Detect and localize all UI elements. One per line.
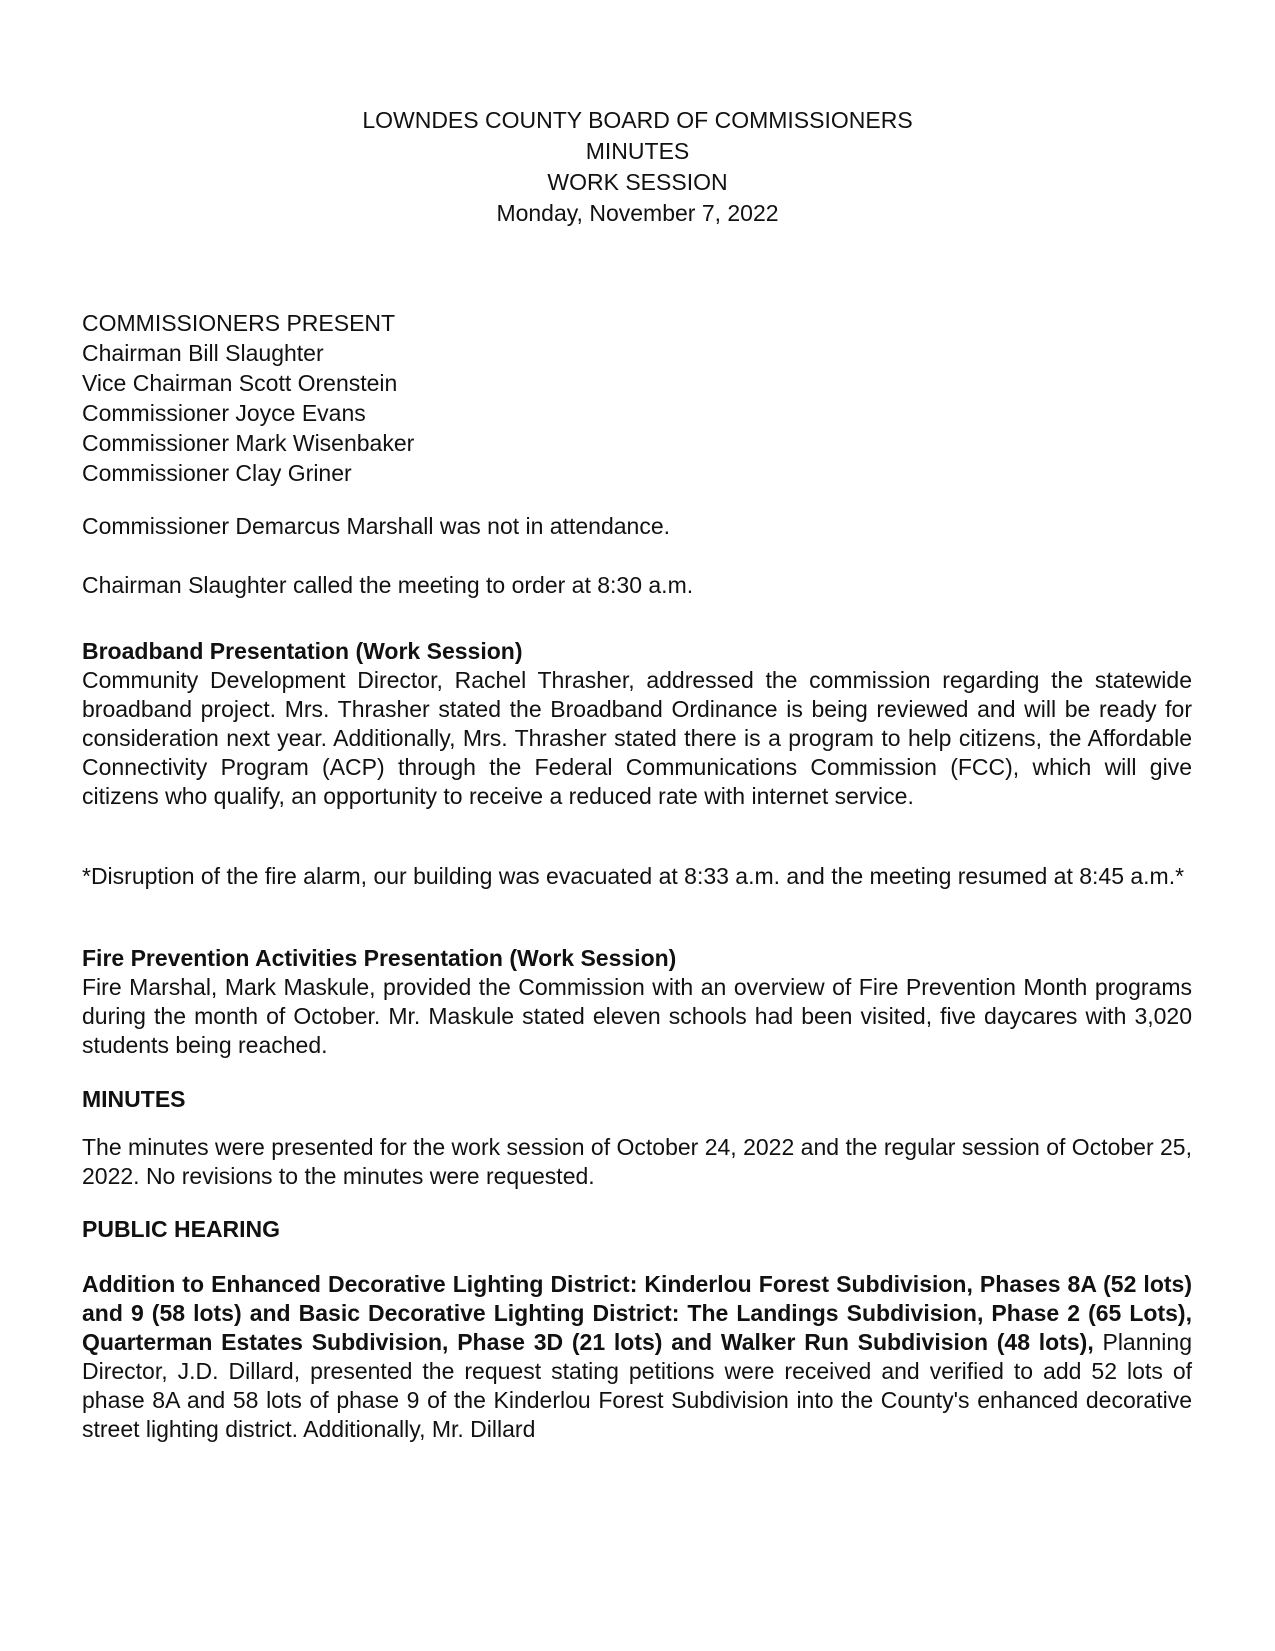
header-date: Monday, November 7, 2022 — [496, 200, 779, 226]
minutes-body: The minutes were presented for the work session of October 24, 2022 and the regular session of October 25, 2022. No revisions to the minutes were requested. — [82, 1134, 1192, 1189]
section-heading: Broadband Presentation (Work Session) — [82, 638, 523, 664]
minutes-heading: MINUTES — [82, 1086, 186, 1112]
commissioner-name: Chairman Bill Slaughter — [82, 340, 324, 366]
hearing-item-title: Addition to Enhanced Decorative Lighting District: Kinderlou Forest Subdivision, Phases 8A (52 lots) and 9 (58 lots) and Basic Decorative Lighting District: The Landings Subdivision, Phase 2 (65 Lots), Quarterman Estates Subdivision, Phase 3D (21 lots) and Walker Run Subdivision (48 lots), — [82, 1271, 1192, 1355]
public-hearing-item — [82, 1270, 1192, 1444]
absent-note: Commissioner Demarcus Marshall was not in attendance. — [82, 513, 671, 539]
commissioner-name: Commissioner Clay Griner — [82, 460, 352, 486]
section-body: Community Development Director, Rachel Thrasher, addressed the commission regarding the statewide broadband project. Mrs. Thrasher stated the Broadband Ordinance is being reviewed and will be ready for consideration next year. Additionally, Mrs. Thrasher stated there is a program to help citizens, the Affordable Connectivity Program (ACP) through the Federal Communications Commission (FCC), which will give citizens who qualify, an opportunity to receive a reduced rate with internet service. — [82, 667, 1192, 809]
commissioner-name: Vice Chairman Scott Orenstein — [82, 370, 398, 396]
call-to-order: Chairman Slaughter called the meeting to order at 8:30 a.m. — [82, 572, 694, 598]
document-header — [0, 105, 1275, 229]
commissioner-name: Commissioner Joyce Evans — [82, 400, 366, 426]
header-organization: LOWNDES COUNTY BOARD OF COMMISSIONERS — [362, 107, 913, 133]
header-session-type: WORK SESSION — [547, 169, 728, 195]
hearing-item-body: Planning Director, J.D. Dillard, presented the request stating petitions were received and verified to add 52 lots of phase 8A and 58 lots of phase 9 of the Kinderlou Forest Subdivision into the County's enhanced decorative street lighting district. Additionally, Mr. Dillard — [82, 1329, 1192, 1442]
commissioner-name: Commissioner Mark Wisenbaker — [82, 430, 415, 456]
attendance-title: COMMISSIONERS PRESENT — [82, 310, 396, 336]
header-document-type: MINUTES — [585, 138, 690, 164]
section-body: Fire Marshal, Mark Maskule, provided the Commission with an overview of Fire Prevention Month programs during the month of October. Mr. Maskule stated eleven schools had been visited, five daycares with 3,020 students being reached. — [82, 974, 1192, 1058]
fire-prevention-section — [82, 944, 1192, 1060]
section-heading: Fire Prevention Activities Presentation (Work Session) — [82, 945, 677, 971]
disruption-note: *Disruption of the fire alarm, our building was evacuated at 8:33 a.m. and the meeting resumed at 8:45 a.m.* — [82, 863, 1185, 889]
commissioners-present — [82, 308, 1192, 488]
public-hearing-heading: PUBLIC HEARING — [82, 1216, 281, 1242]
broadband-section — [82, 637, 1192, 811]
